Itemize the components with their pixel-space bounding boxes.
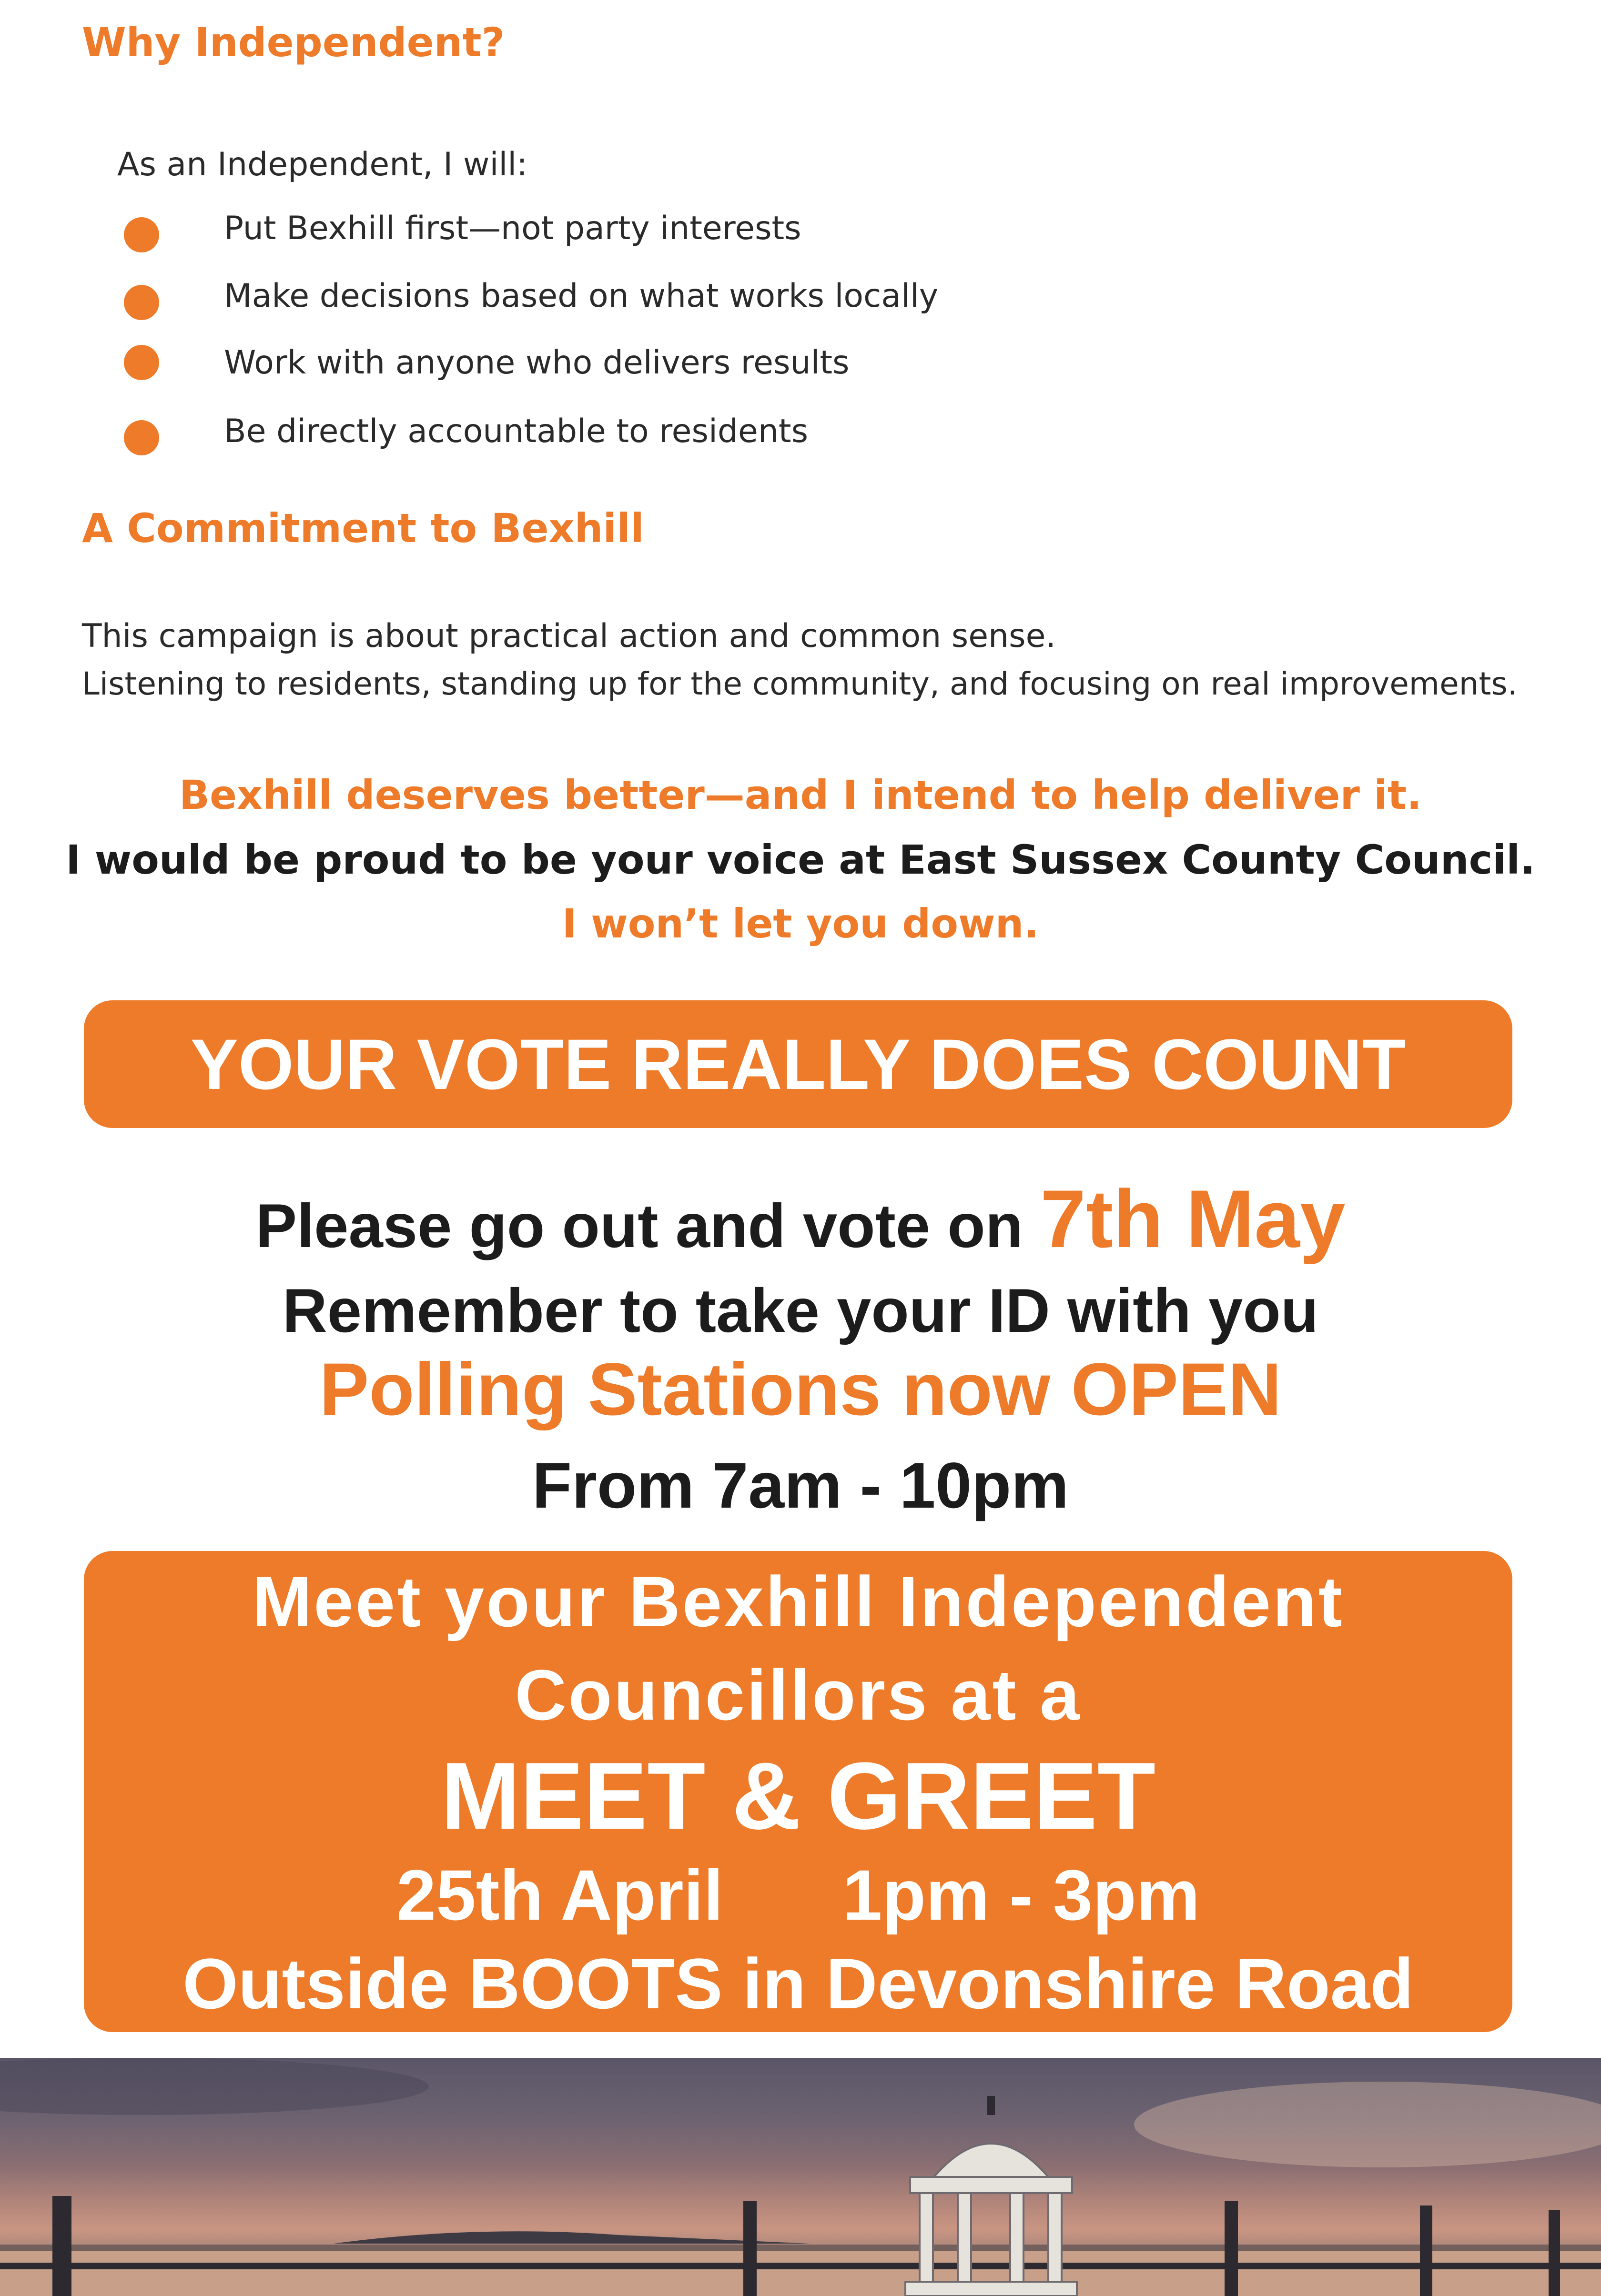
pledge-line-2: I would be proud to be your voice at East Sussex County Council. <box>66 836 1535 883</box>
vote-banner-text: YOUR VOTE REALLY DOES COUNT <box>190 1024 1406 1104</box>
vote-date-prefix: Please go out and vote on <box>255 1191 1041 1260</box>
meet-greet-date: 25th April <box>396 1855 724 1935</box>
meet-greet-time: 1pm - 3pm <box>842 1855 1200 1935</box>
bullet-dot-icon <box>124 217 159 252</box>
bullet-dot-icon <box>124 420 159 455</box>
id-reminder: Remember to take your ID with you <box>282 1276 1319 1345</box>
why-independent-heading: Why Independent? <box>82 19 505 66</box>
bullet-dot-icon <box>124 345 159 380</box>
list-item: Work with anyone who delivers results <box>224 344 850 382</box>
meet-greet-title: MEET & GREET <box>440 1743 1156 1849</box>
list-item: Make decisions based on what works locally <box>224 277 939 315</box>
list-item: Be directly accountable to residents <box>224 413 809 450</box>
list-item: Put Bexhill first—not party interests <box>224 210 801 247</box>
pledge-line-1: Bexhill deserves better—and I intend to help deliver it. <box>179 772 1422 818</box>
meet-greet-line-2: Councillors at a <box>515 1655 1082 1735</box>
commitment-heading: A Commitment to Bexhill <box>82 505 644 552</box>
meet-greet-box <box>84 1551 1512 2032</box>
meet-greet-location: Outside BOOTS in Devonshire Road <box>182 1944 1414 2024</box>
polling-open: Polling Stations now OPEN <box>319 1348 1282 1431</box>
polling-hours: From 7am - 10pm <box>532 1449 1069 1521</box>
bullet-dot-icon <box>124 285 159 320</box>
meet-greet-datetime <box>84 1854 1512 1936</box>
vote-date: 7th May <box>1040 1173 1346 1265</box>
meet-greet-line-1: Meet your Bexhill Independent <box>252 1561 1344 1641</box>
intro-text: As an Independent, I will: <box>117 146 528 183</box>
commitment-line-1: This campaign is about practical action and common sense. <box>82 617 1056 655</box>
pledge-line-3: I won’t let you down. <box>562 900 1039 947</box>
vote-banner <box>84 1000 1512 1128</box>
commitment-line-2: Listening to residents, standing up for the community, and focusing on real improvements. <box>82 665 1518 702</box>
seafront-illustration <box>0 2058 1601 2296</box>
vote-date-line <box>0 1172 1601 1266</box>
seafront-photo <box>0 2058 1601 2296</box>
